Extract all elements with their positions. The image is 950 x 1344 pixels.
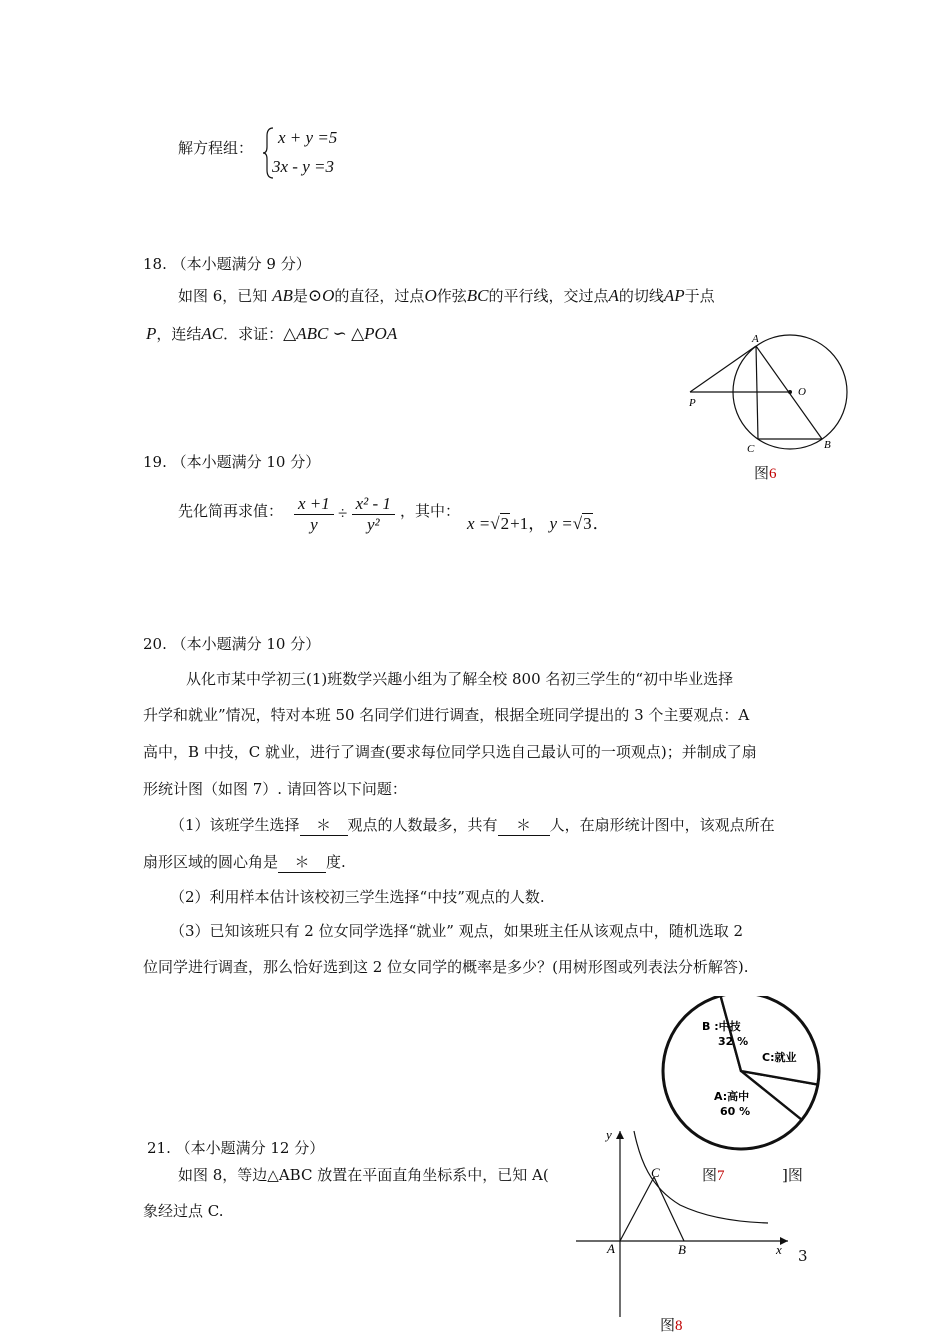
fig8-label-x: x [776,1242,782,1257]
q20-sub-1-cont: 扇形区域的圆心角是 ＊ 度. [143,853,346,871]
q20-para-1: 从化市某中学初三(1)班数学兴趣小组为了解全校 800 名初三学生的“初中毕业选择 [186,670,734,688]
figure-6-caption: 图6 [754,464,777,482]
fig8-label-c: C [651,1165,660,1180]
q21-header: 21. （本小题满分 12 分） [147,1139,325,1157]
fig6-label-a: A [752,333,759,345]
q19-expression: $\frac{x +1}{y}$ ÷ $\frac{\text{x² - 1}}{\text{y²}}$ [294,494,395,535]
q21-line-1-tail: ]图 [782,1166,803,1184]
q20-sub-1: （1）该班学生选择 ＊ 观点的人数最多，共有 ＊ 人，在扇形统计图中，该观点所在 [170,816,775,834]
q21-line-1: 如图 8，等边△ABC 放置在平面直角坐标系中，已知 A( [178,1166,549,1184]
fig8-label-y: y [606,1127,612,1142]
q19-mid: ，其中： [400,502,461,520]
fig6-label-c: C [747,443,755,455]
q20-para-4: 形统计图（如图 7）. 请回答以下问题： [143,780,407,798]
pie-label-c: C:就业 [762,1051,797,1064]
q19-values: x =√2+1， y =√3． [467,514,610,533]
q20-header: 20. （本小题满分 10 分） [143,635,321,653]
q20-para-3: 高中，B 中技，C 就业，进行了调查(要求每位同学只选自己最认可的一项观点)；并制成了扇 [143,743,757,761]
figure-8-caption: 图8 [660,1316,683,1334]
q20-sub-3-cont: 位同学进行调查，那么恰好选到这 2 位女同学的概率是多少？(用树形图或列表法分析解答). [143,958,749,976]
q19-header: 19. （本小题满分 10 分） [143,453,321,471]
fig8-label-a: A [607,1241,615,1256]
q18-line2: P，连结AC．求证：△ABC ∽ △POA [146,324,398,343]
q18-header: 18. （本小题满分 9 分） [143,255,311,273]
q17-eq1: x + y =5 [278,128,338,147]
figure-7-caption: 图7 [702,1166,725,1184]
fig8-label-b: B [678,1242,686,1257]
q18-line1: 如图 6，已知 AB是⊙O的直径，过点O作弦BC的平行线，交过点A的切线AP于点 [178,286,715,305]
q20-sub-2: （2）利用样本估计该校初三学生选择“中技”观点的人数. [170,888,545,906]
pie-label-a: A:高中 [714,1090,750,1103]
q21-line-2: 象经过点 C. [143,1202,224,1220]
fig6-label-o: O [798,386,806,398]
page-number: 3 [798,1247,808,1265]
q17-eq2: 3x - y =3 [272,157,334,176]
figure-8 [570,1125,795,1325]
pie-label-b: B :中技 [702,1020,741,1033]
q20-sub-3: （3）已知该班只有 2 位女同学选择“就业” 观点，如果班主任从该观点中，随机选取 2 [170,922,744,940]
pie-percent-b: 32 % [718,1035,749,1048]
q20-para-2: 升学和就业”情况，特对本班 50 名同学们进行调查，根据全班同学提出的 3 个主要观点：A [143,706,750,724]
pie-percent-a: 60 % [720,1105,751,1118]
figure-6 [680,328,855,458]
fig6-label-b: B [824,439,831,451]
q19-prompt: 先化简再求值： [178,502,284,520]
q17-prompt: 解方程组： [178,139,254,157]
fig6-label-p: P [689,397,696,409]
